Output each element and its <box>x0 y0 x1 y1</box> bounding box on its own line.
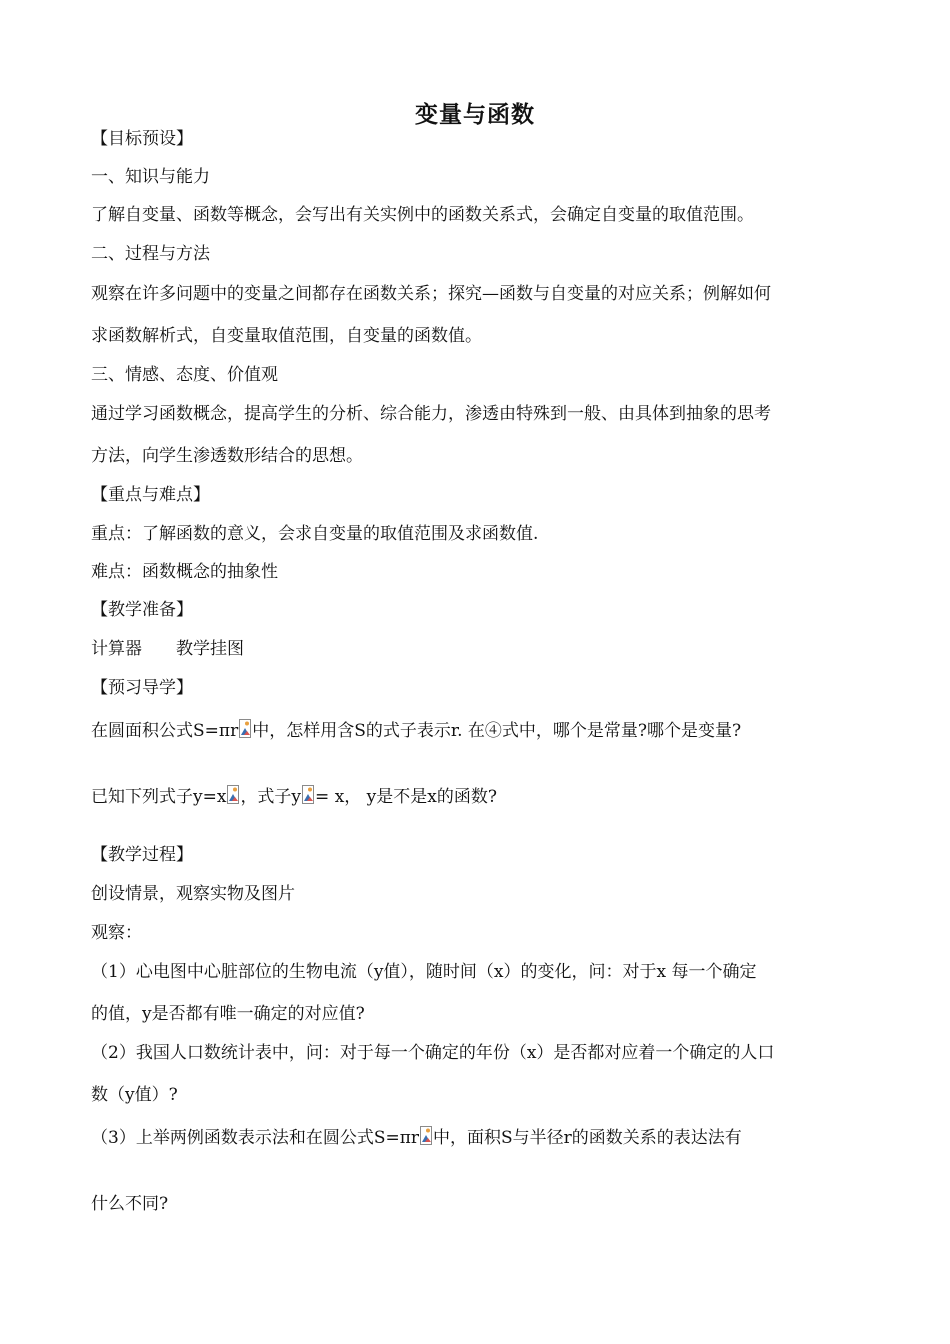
paragraph-line: 方法，向学生渗透数形结合的思想。 <box>91 446 363 466</box>
paragraph-line: 重点：了解函数的意义，会求自变量的取值范围及求函数值. <box>91 524 539 544</box>
paragraph-line: 什么不同? <box>91 1194 169 1214</box>
paragraph-line: 观察在许多问题中的变量之间都存在函数关系；探究—函数与自变量的对应关系；例解如何 <box>91 284 771 304</box>
preview-question-2 <box>91 785 861 808</box>
observation-question-2: （2）我国人口数统计表中，问：对于每一个确定的年份（x）是否都对应着一个确定的人口 <box>91 1043 775 1063</box>
formula-text: （3）上举两例函数表示法和在圆公式S=πr <box>91 1128 420 1148</box>
missing-image-icon <box>302 785 314 804</box>
section-heading-goals: 【目标预设】 <box>91 129 193 149</box>
missing-image-icon <box>227 785 239 804</box>
section-heading-preview: 【预习导学】 <box>91 678 193 698</box>
formula-text: 已知下列式子y=x <box>91 787 227 807</box>
paragraph-line: 数（y值）? <box>91 1085 178 1105</box>
section-heading-key-points: 【重点与难点】 <box>91 485 210 505</box>
observation-question-1: （1）心电图中心脏部位的生物电流（y值），随时间（x）的变化，问：对于x 每一个确定 <box>91 962 757 982</box>
missing-image-icon <box>239 719 251 738</box>
paragraph-line: 观察： <box>91 923 142 943</box>
formula-text: 在圆面积公式S=πr <box>91 721 239 741</box>
paragraph-line: 求函数解析式，自变量取值范围，自变量的函数值。 <box>91 326 482 346</box>
missing-image-icon <box>420 1126 432 1145</box>
formula-text: ，式子y <box>240 787 302 807</box>
paragraph-line: 创设情景，观察实物及图片 <box>91 884 295 904</box>
section-heading-process: 【教学过程】 <box>91 845 193 865</box>
subheading-process: 二、过程与方法 <box>91 244 210 264</box>
paragraph-line: 计算器 教学挂图 <box>91 639 244 659</box>
document-title: 变量与函数 <box>415 101 535 128</box>
preview-question-1 <box>91 719 861 742</box>
paragraph-line: 通过学习函数概念，提高学生的分析、综合能力，渗透由特殊到一般、由具体到抽象的思考 <box>91 404 771 424</box>
section-heading-preparation: 【教学准备】 <box>91 600 193 620</box>
formula-text: 中，面积S与半径r的函数关系的表达法有 <box>433 1128 742 1148</box>
subheading-knowledge: 一、知识与能力 <box>91 167 210 187</box>
paragraph-line: 的值，y是否都有唯一确定的对应值? <box>91 1004 365 1024</box>
paragraph-line: 了解自变量、函数等概念，会写出有关实例中的函数关系式，会确定自变量的取值范围。 <box>91 205 754 225</box>
paragraph-line: 难点：函数概念的抽象性 <box>91 562 278 582</box>
subheading-emotion: 三、情感、态度、价值观 <box>91 365 278 385</box>
observation-question-3 <box>91 1126 861 1149</box>
formula-text: = x， y是不是x的函数? <box>315 787 497 807</box>
formula-text: 中，怎样用含S的式子表示r. 在④式中，哪个是常量?哪个是变量? <box>252 721 742 741</box>
